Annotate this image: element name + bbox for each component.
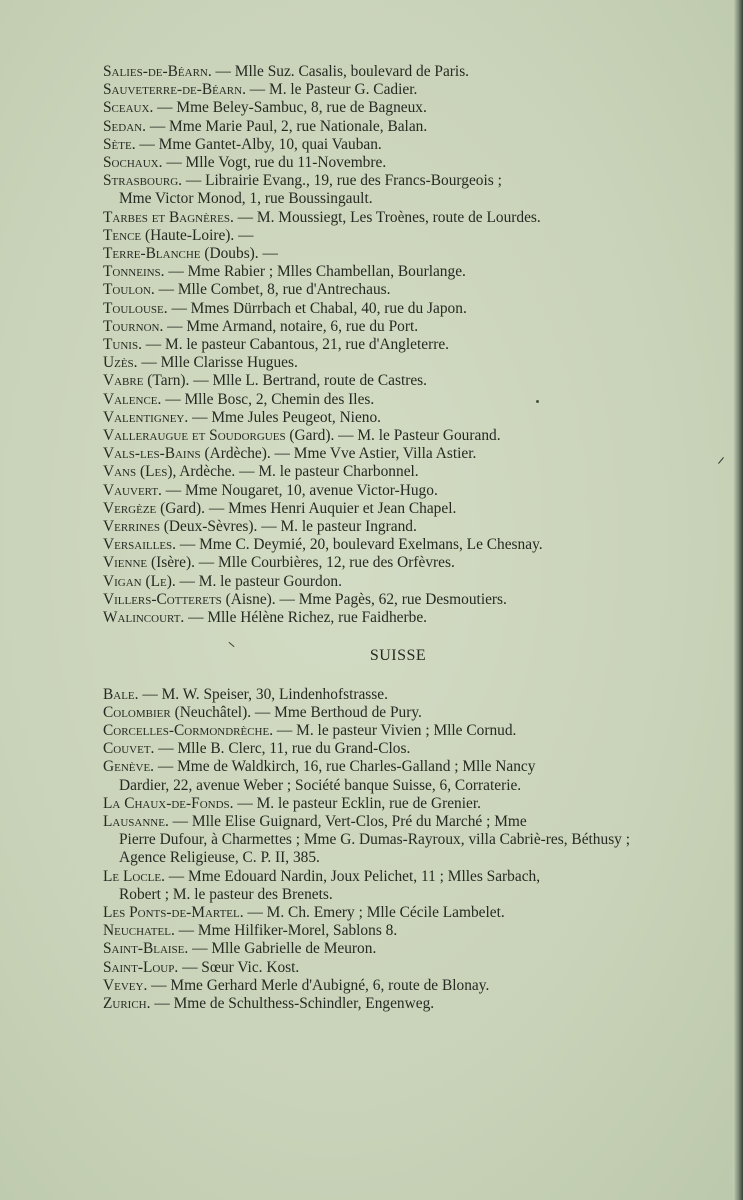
- entry-details: — Mlle Elise Guignard, Vert-Clos, Pré du Marché ; Mme: [168, 812, 527, 830]
- entry-place: Bale.: [103, 685, 139, 703]
- ink-mark: [718, 457, 724, 464]
- directory-entry: [103, 922, 663, 940]
- entry-details: — Mmes Dürrbach et Chabal, 40, rue du Japon.: [167, 299, 467, 317]
- entry-place: Valence.: [103, 390, 162, 408]
- directory-entry: [103, 172, 663, 208]
- directory-entry: [103, 209, 663, 227]
- entry-details: — Mlle Gabrielle de Meuron.: [188, 940, 377, 958]
- entry-place: Corcelles-Cormondrèche.: [103, 721, 274, 739]
- directory-entry: [103, 300, 663, 318]
- entry-place: Vals-les-Bains: [103, 445, 201, 463]
- entry-place: Saint-Blaise.: [103, 940, 189, 958]
- directory-entry: [103, 940, 663, 958]
- entry-place: Vienne: [103, 554, 148, 572]
- entry-place: Valleraugue et Soudorgues: [103, 427, 286, 445]
- directory-entry: [103, 758, 663, 794]
- entry-place: Vigan (Le).: [103, 572, 176, 590]
- entry-details: — Mme Jules Peugeot, Nieno.: [188, 408, 382, 426]
- entry-details: — Mme Gerhard Merle d'Aubigné, 6, route de Blonay.: [147, 976, 490, 994]
- entry-continuation: Pierre Dufour, à Charmettes ; Mme G. Dumas-Rayroux, villa Cabriè-res, Béthusy ; Agence Religieuse, C. P. II, 385.: [119, 831, 631, 867]
- directory-entry: [103, 500, 663, 518]
- page-edge: [733, 0, 743, 1200]
- entry-place: Tunis.: [103, 336, 142, 354]
- entry-place: Sète.: [103, 135, 136, 153]
- directory-entry: [103, 318, 663, 336]
- entry-place: Salies-de-Béarn.: [103, 63, 212, 80]
- entry-details: — Mme C. Deymié, 20, boulevard Exelmans, Le Chesnay.: [176, 536, 543, 554]
- entry-details: — Mlle Hélène Richez, rue Faidherbe.: [184, 609, 428, 627]
- entry-place: Sauveterre-de-Béarn.: [103, 81, 246, 99]
- entry-details: (Deux-Sèvres). — M. le pasteur Ingrand.: [159, 518, 417, 536]
- entry-details: — Mlle Combet, 8, rue d'Antrechaus.: [154, 281, 391, 299]
- entry-details: — M. le pasteur Cabantous, 21, rue d'Angleterre.: [141, 336, 450, 354]
- entry-details: (Gard). — Mmes Henri Auquier et Jean Chapel.: [156, 499, 457, 517]
- entry-place: Tence: [103, 226, 142, 244]
- directory-entry: [103, 354, 663, 372]
- entry-place: Villers-Cotterets: [103, 590, 222, 608]
- entry-details: — M. Moussiegt, Les Troènes, route de Lourdes.: [233, 208, 541, 226]
- entry-continuation: Mme Victor Monod, 1, rue Boussingault.: [119, 190, 373, 208]
- directory-entry: [103, 99, 663, 117]
- entry-place: Valentigney.: [103, 408, 189, 426]
- directory-text: [103, 63, 663, 1013]
- directory-entry: [103, 136, 663, 154]
- directory-entry: [103, 409, 663, 427]
- directory-entry: [103, 536, 663, 554]
- entry-place: Les Ponts-de-Martel.: [103, 903, 244, 921]
- entry-details: — Mlle B. Clerc, 11, rue du Grand-Clos.: [154, 740, 411, 758]
- directory-entry: [103, 81, 663, 99]
- entry-details: — Mme Edouard Nardin, Joux Pelichet, 11 ; Mlles Sarbach,: [164, 867, 541, 885]
- section-title-suisse: SUISSE: [369, 647, 427, 665]
- entry-details: (Gard). — M. le Pasteur Gourand.: [285, 427, 501, 445]
- directory-entry: [103, 977, 663, 995]
- entry-place: Vevey.: [103, 976, 148, 994]
- entry-place: Vergèze: [103, 499, 157, 517]
- entry-place: Tournon.: [103, 317, 164, 335]
- entry-details: — Mlle Suz. Casalis, boulevard de Paris.: [211, 63, 470, 80]
- directory-entry: [103, 573, 663, 591]
- entry-details: (Ardèche). — Mme Vve Astier, Villa Astier.: [200, 445, 477, 463]
- entry-details: — Mme de Waldkirch, 16, rue Charles-Galland ; Mlle Nancy: [154, 758, 536, 776]
- entry-details: (Neuchâtel). — Mme Berthoud de Pury.: [170, 703, 422, 721]
- directory-entry: [103, 813, 663, 868]
- directory-entry: [103, 63, 663, 81]
- entry-details: — M. W. Speiser, 30, Lindenhofstrasse.: [138, 685, 388, 703]
- directory-entry: [103, 118, 663, 136]
- entry-details: — Mlle Bosc, 2, Chemin des Iles.: [161, 390, 375, 408]
- entry-place: Walincourt.: [103, 609, 185, 627]
- entry-place: Sedan.: [103, 117, 146, 135]
- entry-place: La Chaux-de-Fonds.: [103, 794, 234, 812]
- directory-entry: [103, 959, 663, 977]
- entry-place: Toulon.: [103, 281, 155, 299]
- directory-entry: [103, 554, 663, 572]
- entry-details: — Mme de Schulthess-Schindler, Engenweg.: [150, 994, 435, 1012]
- directory-entry: [103, 281, 663, 299]
- entry-details: — Sœur Vic. Kost.: [178, 958, 300, 976]
- entry-details: (Haute-Loire). —: [141, 226, 254, 244]
- entry-details: (Isère). — Mlle Courbières, 12, rue des Orfèvres.: [147, 554, 455, 572]
- directory-entry: [103, 245, 663, 263]
- directory-entry: [103, 227, 663, 245]
- directory-entry: [103, 995, 663, 1013]
- directory-entry: [103, 591, 663, 609]
- directory-entry: [103, 372, 663, 390]
- entry-details: — Mme Hilfiker-Morel, Sablons 8.: [174, 922, 398, 940]
- directory-entry: [103, 391, 663, 409]
- entry-place: Zurich.: [103, 994, 151, 1012]
- entry-place: Vabre: [103, 372, 144, 390]
- suisse-directory-list: [103, 686, 663, 1014]
- directory-entry: [103, 609, 663, 627]
- directory-entry: [103, 740, 663, 758]
- directory-entry: [103, 482, 663, 500]
- directory-entry: [103, 795, 663, 813]
- directory-entry: [103, 868, 663, 904]
- directory-entry: [103, 263, 663, 281]
- directory-entry: [103, 445, 663, 463]
- entry-details: — Mme Rabier ; Mlles Chambellan, Bourlange.: [164, 263, 466, 281]
- entry-place: Tarbes et Bagnères.: [103, 208, 234, 226]
- entry-details: — Mme Marie Paul, 2, rue Nationale, Balan.: [145, 117, 428, 135]
- entry-details: (Aisne). — Mme Pagès, 62, rue Desmoutiers.: [221, 590, 507, 608]
- entry-place: Sochaux.: [103, 154, 163, 172]
- entry-details: — M. le Pasteur G. Cadier.: [245, 81, 418, 99]
- entry-place: Vauvert.: [103, 481, 162, 499]
- directory-entry: [103, 518, 663, 536]
- entry-details: — M. le pasteur Vivien ; Mlle Cornud.: [273, 721, 517, 739]
- entry-place: Couvet.: [103, 740, 155, 758]
- entry-details: — Mme Nougaret, 10, avenue Victor-Hugo.: [161, 481, 438, 499]
- entry-place: Uzès.: [103, 354, 138, 372]
- entry-place: Le Locle.: [103, 867, 165, 885]
- entry-place: Saint-Loup.: [103, 958, 179, 976]
- directory-entry: [103, 686, 663, 704]
- directory-entry: [103, 463, 663, 481]
- entry-place: Lausanne.: [103, 812, 169, 830]
- ink-mark: [536, 400, 539, 403]
- entry-details: — M. Ch. Emery ; Mlle Cécile Lambelet.: [243, 903, 505, 921]
- entry-details: — M. le pasteur Gourdon.: [175, 572, 342, 590]
- entry-details: — Mlle Vogt, rue du 11-Novembre.: [162, 154, 387, 172]
- entry-continuation: Dardier, 22, avenue Weber ; Société banque Suisse, 6, Corraterie.: [119, 776, 522, 794]
- directory-entry: [103, 336, 663, 354]
- entry-details: — Mme Armand, notaire, 6, rue du Port.: [163, 317, 419, 335]
- directory-entry: [103, 427, 663, 445]
- entry-place: Strasbourg.: [103, 172, 183, 190]
- entry-details: — Mme Beley-Sambuc, 8, rue de Bagneux.: [153, 99, 427, 117]
- france-directory-list: [103, 63, 663, 627]
- directory-entry: [103, 904, 663, 922]
- directory-entry: [103, 704, 663, 722]
- entry-place: Neuchatel.: [103, 922, 175, 940]
- entry-place: Verrines: [103, 518, 160, 536]
- entry-details: Ardèche. — M. le pasteur Charbonnel.: [176, 463, 419, 481]
- entry-place: Sceaux.: [103, 99, 154, 117]
- entry-place: Terre-Blanche: [103, 245, 201, 263]
- entry-details: (Doubs). —: [200, 245, 278, 263]
- entry-details: — Mme Gantet-Alby, 10, quai Vauban.: [135, 135, 382, 153]
- entry-place: Tonneins.: [103, 263, 165, 281]
- entry-details: — M. le pasteur Ecklin, rue de Grenier.: [233, 794, 481, 812]
- entry-place: Toulouse.: [103, 299, 168, 317]
- entry-place: Versailles.: [103, 536, 177, 554]
- entry-details: — Librairie Evang., 19, rue des Francs-Bourgeois ;: [182, 172, 502, 190]
- entry-place: Vans (Les),: [103, 463, 177, 481]
- entry-details: — Mlle Clarisse Hugues.: [137, 354, 298, 372]
- entry-place: Genève.: [103, 758, 155, 776]
- entry-details: (Tarn). — Mlle L. Bertrand, route de Castres.: [143, 372, 428, 390]
- entry-place: Colombier: [103, 703, 171, 721]
- entry-continuation: Robert ; M. le pasteur des Brenets.: [119, 885, 333, 903]
- directory-entry: [103, 154, 663, 172]
- directory-entry: [103, 722, 663, 740]
